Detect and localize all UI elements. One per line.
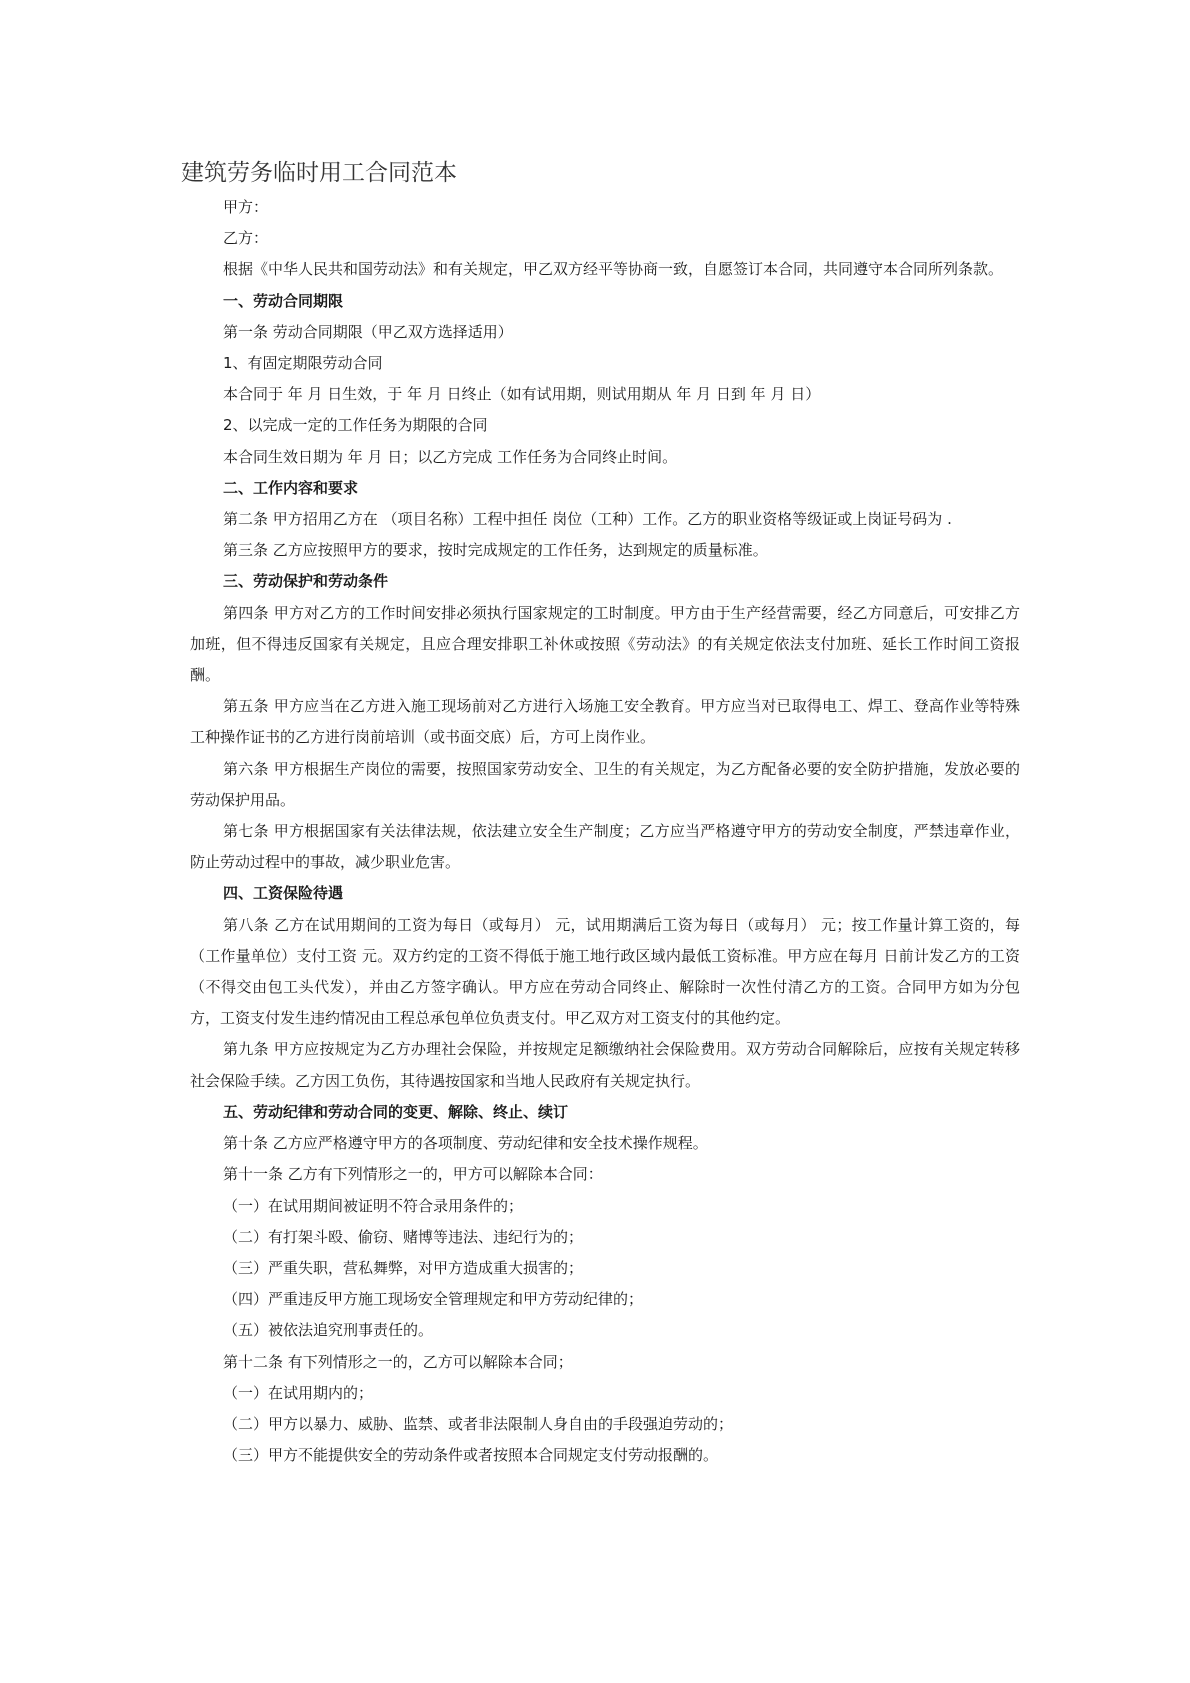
paragraph: （二）甲方以暴力、威胁、监禁、或者非法限制人身自由的手段强迫劳动的； [223, 1414, 734, 1433]
section-heading: 五、劳动纪律和劳动合同的变更、解除、终止、续订 [223, 1102, 569, 1121]
paragraph: 甲方： [223, 198, 269, 216]
section-heading: 二、工作内容和要求 [223, 478, 359, 497]
paragraph: 第九条 甲方应按规定为乙方办理社会保险，并按规定足额缴纳社会保险费用。双方劳动合同解除后，应按有关规定转移社会保险手续。乙方因工负伤，其待遇按国家和当地人民政府有关规定执行。 [190, 1040, 1020, 1090]
paragraph: 第十二条 有下列情形之一的，乙方可以解除本合同； [223, 1352, 573, 1371]
paragraph: （五）被依法追究刑事责任的。 [223, 1321, 434, 1340]
section-heading: 三、劳动保护和劳动条件 [223, 572, 389, 591]
paragraph: 第一条 劳动合同期限（甲乙双方选择适用） [223, 322, 513, 341]
paragraph: （二）有打架斗殴、偷窃、赌博等违法、违纪行为的； [223, 1227, 584, 1246]
paragraph: 第七条 甲方根据国家有关法律法规，依法建立安全生产制度；乙方应当严格遵守甲方的劳动安全制度，严禁违章作业，防止劳动过程中的事故，减少职业危害。 [190, 822, 1020, 872]
paragraph: 1、有固定期限劳动合同 [223, 354, 383, 373]
paragraph: （三）严重失职，营私舞弊，对甲方造成重大损害的； [223, 1258, 584, 1277]
section-heading: 一、劳动合同期限 [223, 291, 344, 310]
paragraph: 第五条 甲方应当在乙方进入施工现场前对乙方进行入场施工安全教育。甲方应当对已取得电工、焊工、登高作业等特殊工种操作证书的乙方进行岗前培训（或书面交底）后，方可上岗作业。 [190, 697, 1020, 747]
paragraph: 第二条 甲方招用乙方在 （项目名称）工程中担任 岗位（工种）工作。乙方的职业资格等级证或上岗证号码为 . [223, 510, 952, 529]
paragraph: 第十条 乙方应严格遵守甲方的各项制度、劳动纪律和安全技术操作规程。 [223, 1134, 708, 1153]
paragraph: 乙方： [223, 229, 269, 248]
paragraph: （一）在试用期间被证明不符合录用条件的； [223, 1196, 524, 1215]
section-heading: 四、工资保险待遇 [223, 884, 344, 903]
paragraph: 第十一条 乙方有下列情形之一的，甲方可以解除本合同： [223, 1165, 603, 1184]
paragraph: 本合同生效日期为 年 月 日；以乙方完成 工作任务为合同终止时间。 [223, 447, 678, 466]
paragraph: 第八条 乙方在试用期间的工资为每日（或每月） 元，试用期满后工资为每日（或每月） 元；按工作量计算工资的，每 （工作量单位）支付工资 元。双方约定的工资不得低于施工地行政区域内最低工资标准。甲方应在每月 日前计发乙方的工资（不得交由包工头代发），并由乙方签字确认。甲方应在劳动合同终止、解除时一次性付清乙方的工资。合同甲方如为分包方，工资支付发生违约情况由工程总承包单位负责支付。甲乙双方对工资支付的其他约定。 [190, 915, 1020, 1028]
paragraph: 2、以完成一定的工作任务为期限的合同 [223, 416, 488, 435]
paragraph: （三）甲方不能提供安全的劳动条件或者按照本合同规定支付劳动报酬的。 [223, 1446, 719, 1465]
paragraph: 根据《中华人民共和国劳动法》和有关规定，甲乙双方经平等协商一致，自愿签订本合同，共同遵守本合同所列条款。 [223, 260, 1004, 279]
paragraph: （四）严重违反甲方施工现场安全管理规定和甲方劳动纪律的； [223, 1290, 644, 1309]
document-title: 建筑劳务临时用工合同范本 [181, 160, 457, 186]
paragraph: 第六条 甲方根据生产岗位的需要，按照国家劳动安全、卫生的有关规定，为乙方配备必要的安全防护措施，发放必要的劳动保护用品。 [190, 759, 1020, 809]
paragraph: 第四条 甲方对乙方的工作时间安排必须执行国家规定的工时制度。甲方由于生产经营需要，经乙方同意后，可安排乙方加班，但不得违反国家有关规定，且应合理安排职工补休或按照《劳动法》的有关规定依法支付加班、延长工作时间工资报酬。 [190, 603, 1020, 685]
paragraph: （一）在试用期内的； [223, 1383, 374, 1402]
paragraph: 第三条 乙方应按照甲方的要求，按时完成规定的工作任务，达到规定的质量标准。 [223, 541, 768, 560]
paragraph: 本合同于 年 月 日生效，于 年 月 日终止（如有试用期，则试用期从 年 月 日到 年 月 日） [223, 385, 821, 404]
document-body [190, 192, 1020, 1471]
